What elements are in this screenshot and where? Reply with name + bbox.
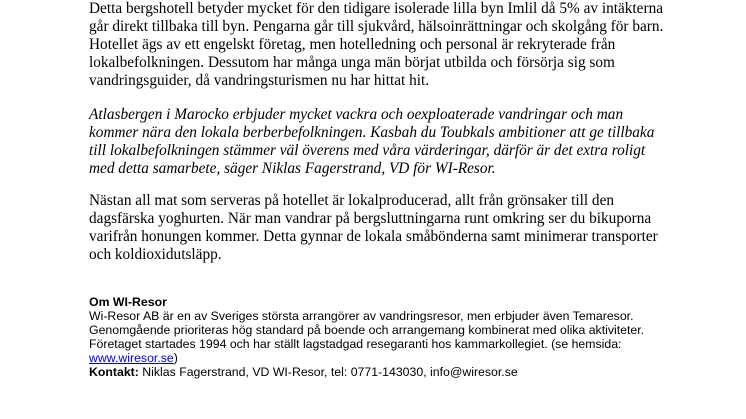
contact-line (89, 365, 729, 379)
text-line: går direkt tillbaka till byn. Pengarna går till sjukvård, hälsoinrättningar och skolgång för barn. (89, 18, 664, 35)
food-paragraph (89, 192, 729, 264)
text-line: Nästan all mat som serveras på hotellet är lokalproducerad, allt från grönsaker till den (89, 192, 615, 209)
about-heading: Om WI-Resor (89, 295, 167, 309)
text-line: Atlasbergen i Marocko erbjuder mycket vackra och oexploaterade vandringar och man (89, 106, 624, 123)
text-line: Företaget startades 1994 och har ställt lagstadgad resegaranti hos kammarkollegiet. (se hemsida: (89, 337, 622, 352)
hotel-paragraph (89, 0, 729, 90)
text-line: lokalbefolkningen. Dessutom har många unga män börjat utbilda och försörja sig som (89, 54, 615, 71)
text-line: Genomgående prioriteras hög standard på boende och arrangemang kombinerat med olika aktiviteter. (89, 323, 645, 338)
contact-label: Kontakt: (89, 365, 139, 380)
website-link[interactable]: www.wiresor.se (89, 351, 174, 366)
text-line: varifrån honungen kommer. Detta gynnar de lokala småbönderna samt minimerar transporter (89, 228, 658, 245)
quote-paragraph (89, 106, 729, 178)
text-line: kommer nära den lokala berberbefolkningen. Kasbah du Toubkals ambitioner att ge tillbaka (89, 124, 655, 141)
about-section (89, 295, 729, 380)
text-line: till lokalbefolkningen stämmer väl överens med våra värderingar, därför är det extra roligt (89, 142, 646, 159)
text-line: vandringsguider, då vandringsturismen nu har hittat hit. (89, 72, 430, 89)
text-line: Hotellet ägs av ett engelskt företag, men hotelledning och personal är rekryterade från (89, 36, 616, 53)
website-suffix: ) (173, 351, 178, 366)
text-line: Wi-Resor AB är en av Sveriges största arrangörer av vandringsresor, men erbjuder även Temaresor. (89, 309, 634, 324)
text-line: Detta bergshotell betyder mycket för den tidigare isolerade lilla byn Imlil då 5% av intäkterna (89, 0, 664, 17)
text-line: dagsfärska yoghurten. När man vandrar på bergsluttningarna runt omkring ser du bikuporna (89, 210, 652, 227)
text-line: och koldioxidutsläpp. (89, 246, 222, 263)
text-line: med detta samarbete, säger Niklas Fagerstrand, VD för WI-Resor. (89, 160, 496, 177)
website-line (89, 351, 729, 365)
contact-text: Niklas Fagerstrand, VD WI-Resor, tel: 0771-143030, info@wiresor.se (138, 365, 518, 380)
